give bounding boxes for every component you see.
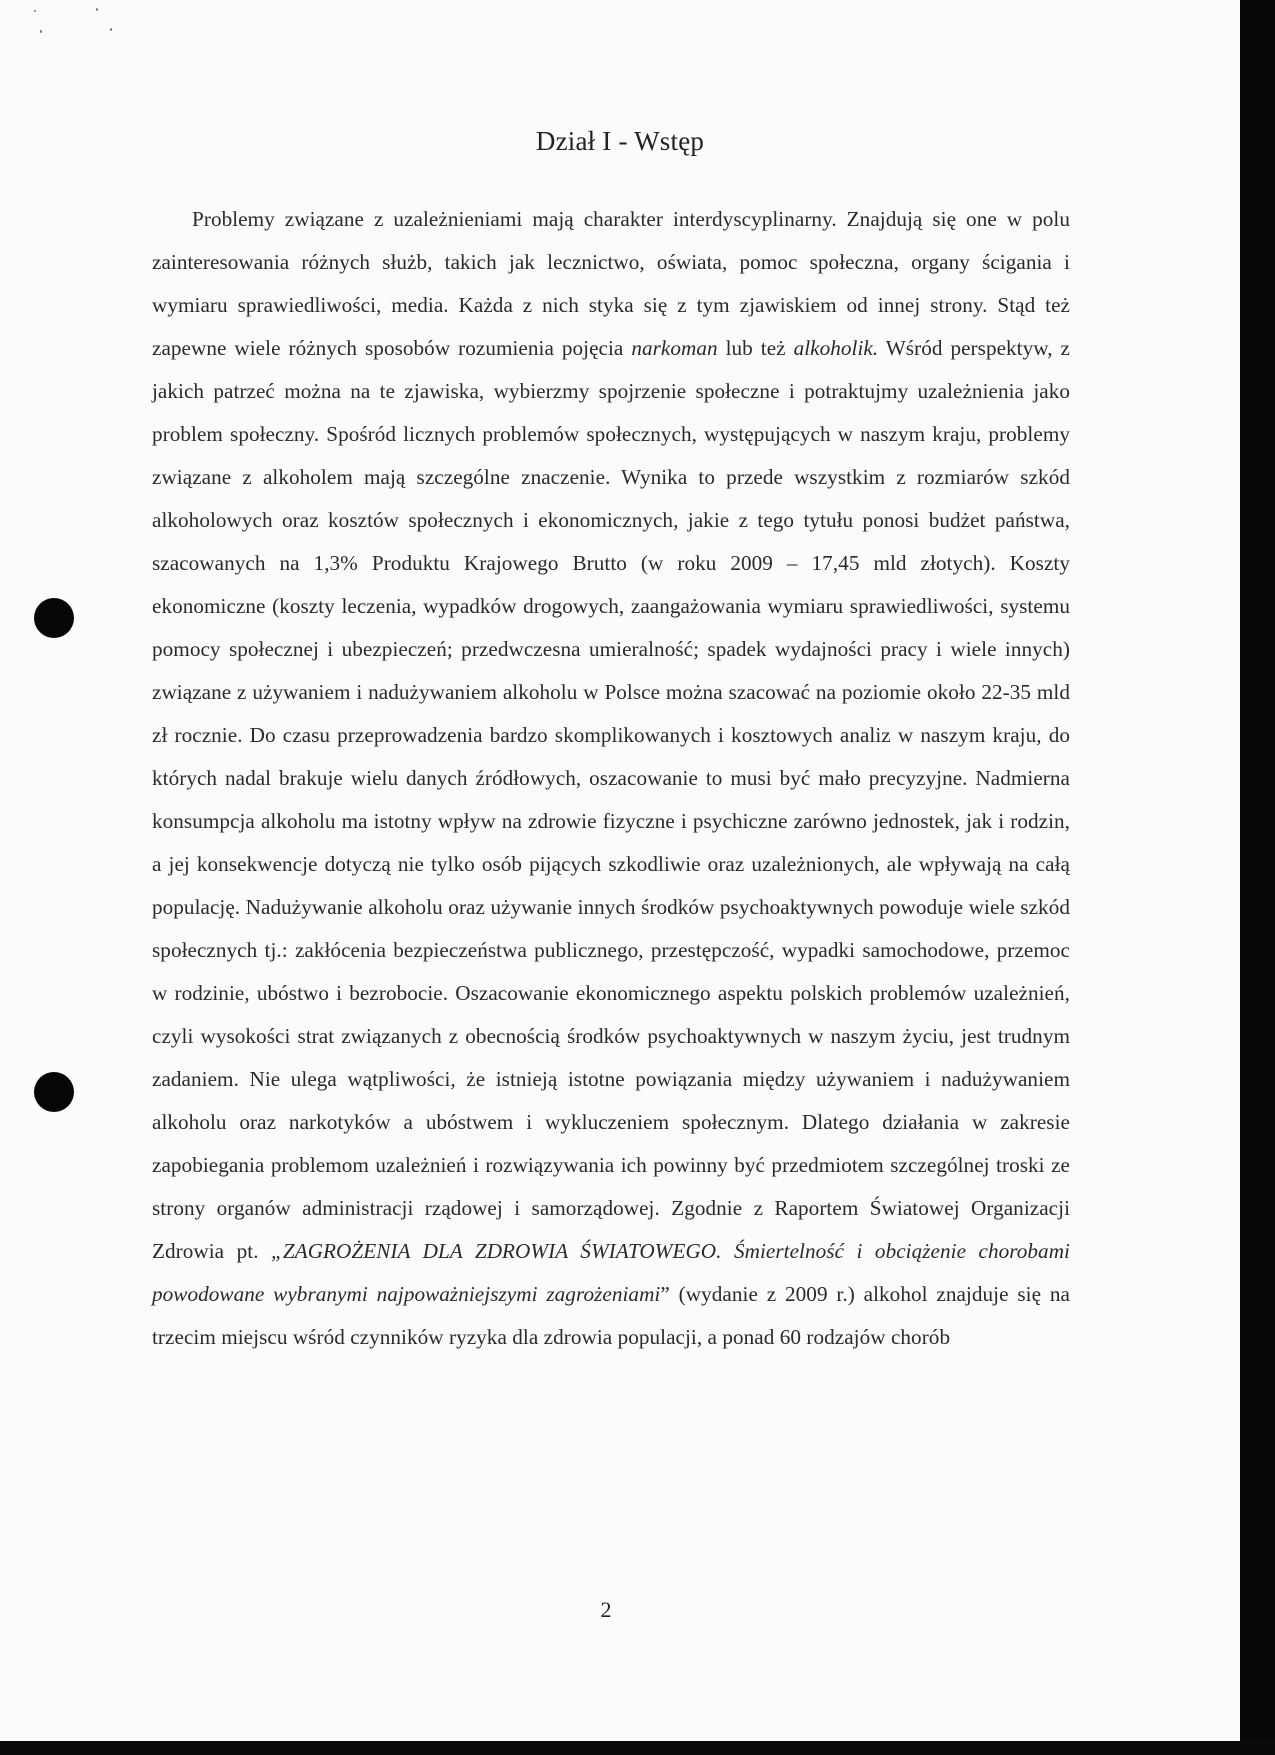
scan-speck [110,28,112,31]
page-title: Dział I - Wstęp [535,126,705,156]
body-text-part-3: Wśród perspektyw, z jakich patrzeć można na te zjawiska, wybierzmy spojrzenie społeczne i potraktujmy uzależnienia jako problem społeczny. Spośród licznych problemów społecznych, występujących w naszym kraju, problemy związane z alkoholem mają szczególne znaczenie. Wynika to przede wszystkim z rozmiarów szkód alkoholowych oraz kosztów społecznych i ekonomicznych, jakie z tego tytułu ponosi budżet państwa, szacowanych na 1,3% Produktu Krajowego Brutto (w roku 2009 – 17,45 mld złotych). Koszty ekonomiczne (koszty leczenia, wypadków drogowych, zaangażowania wymiaru sprawiedliwości, systemu pomocy społecznej i ubezpieczeń; przedwczesna umieralność; spadek wydajności pracy i wiele innych) związane z używaniem i nadużywaniem alkoholu w Polsce można szacować na poziomie około 22-35 mld zł rocznie. Do czasu przeprowadzenia bardzo skomplikowanych i kosztowych analiz w naszym kraju, do których nadal brakuje wielu danych źródłowych, oszacowanie to musi być mało precyzyjne. Nadmierna konsumpcja alkoholu ma istotny wpływ na zdrowie fizyczne i psychiczne zarówno jednostek, jak i rodzin, a jej konsekwencje dotyczą nie tylko osób pijących szkodliwie oraz uzależnionych, ale wpływają na całą populację. Nadużywanie alkoholu oraz używanie innych środków psychoaktywnych powoduje wiele szkód społecznych tj.: zakłócenia bezpieczeństwa publicznego, przestępczość, wypadki samochodowe, przemoc w rodzinie, ubóstwo i bezrobocie. Oszacowanie ekonomicznego aspektu polskich problemów uzależnień, czyli wysokości strat związanych z obecnością środków psychoaktywnych w naszym życiu, jest trudnym zadaniem. Nie ulega wątpliwości, że istnieją istotne powiązania między używaniem i nadużywaniem alkoholu oraz narkotyków a ubóstwem i wykluczeniem społecznym. Dlatego działania w zakresie zapobiegania problemom uzależnień i rozwiązywania ich powinny być przedmiotem szczególnej troski ze strony organów administracji rządowej i samorządowej. Zgodnie z Raportem Światowej Organizacji Zdrowia pt. [152,336,1070,1263]
scan-border-right [1240,0,1275,1755]
scan-speck [34,10,36,12]
punch-hole-upper [34,598,74,638]
page-number: 2 [600,1597,612,1622]
scan-border-bottom [0,1741,1275,1755]
italic-term-narkoman: narkoman [631,336,718,360]
body-text-part-1: Problemy związane z uzależnieniami mają charakter interdyscyplinarny. Znajdują się one w polu zainteresowania różnych służb, takich jak lecznictwo, oświata, pomoc społeczna, organy ścigania i wymiaru sprawiedliwości, media. Każda z nich styka się z tym zjawiskiem od innej strony. Stąd też zapewne wiele różnych sposobów rozumienia pojęcia [152,207,1070,360]
italic-term-alkoholik: alkoholik. [793,336,879,360]
body-text-part-4: ” (wydanie z 2009 r.) alkohol znajduje się na trzecim miejscu wśród czynników ryzyka dla zdrowia populacji, a ponad 60 rodzajów chorób [152,1282,1071,1349]
italic-report-title: „ZAGROŻENIA DLA ZDROWIA ŚWIATOWEGO. Śmiertelność i obciążenie chorobami powodowane wybranymi najpoważniejszymi zagrożeniami [152,1239,1070,1306]
body-paragraph [152,198,1070,1359]
punch-hole-lower [34,1072,74,1112]
scan-speck [96,8,98,11]
body-text-part-2: lub też [717,336,794,360]
scan-speck [40,30,42,33]
